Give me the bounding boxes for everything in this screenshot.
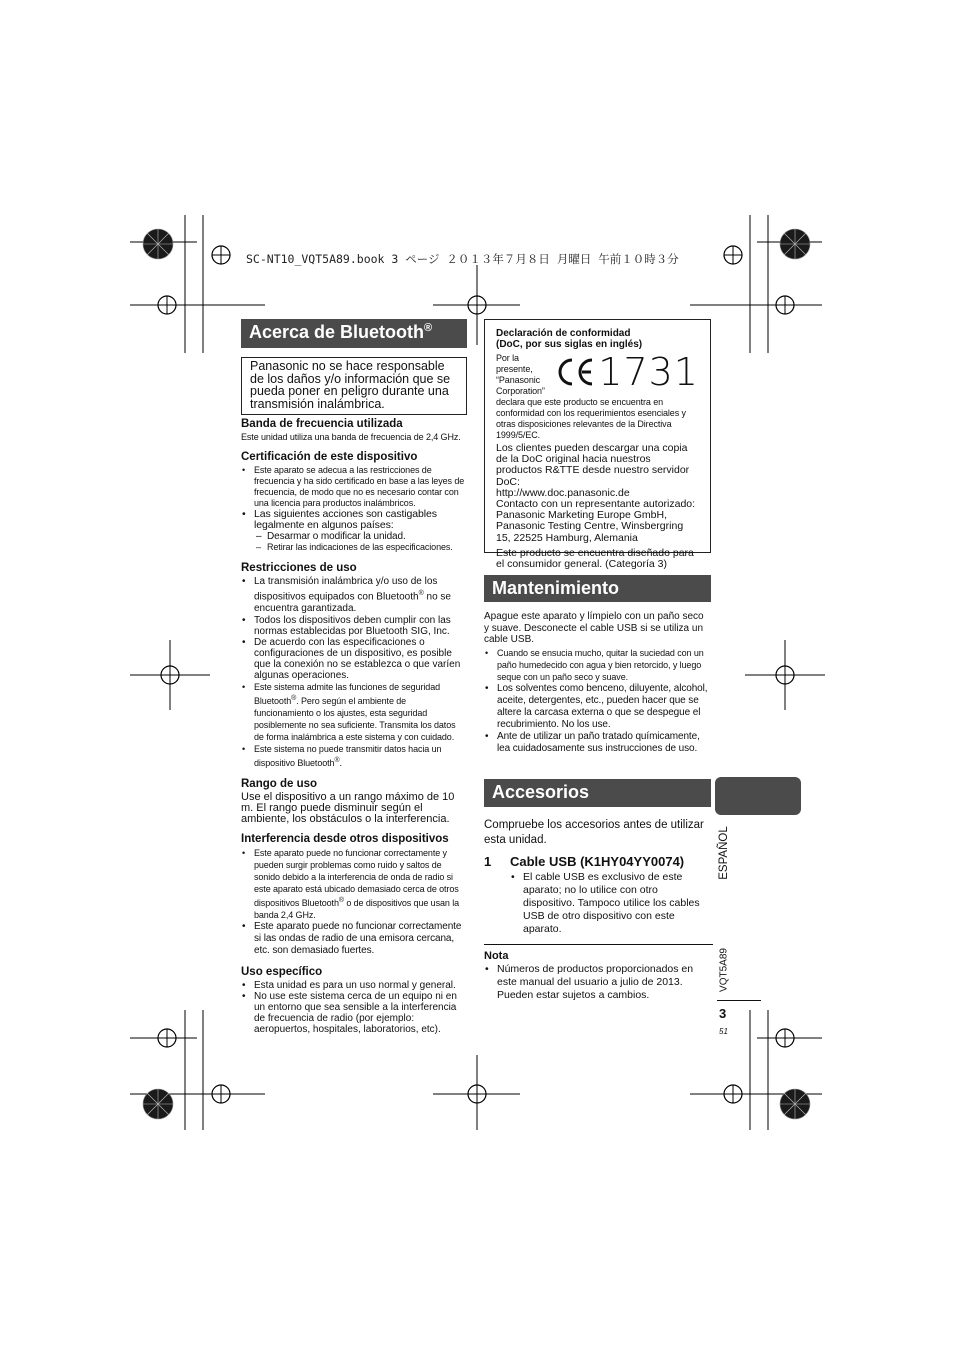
doc-ce-row	[496, 350, 699, 397]
ce-number: 1731	[598, 350, 699, 394]
maintenance-list	[484, 647, 711, 755]
page-number-small: 51	[719, 1027, 728, 1036]
list-item: • Este sistema no puede transmitir datos hacia un dispositivo Bluetooth®.	[241, 743, 467, 769]
doc-heading: Declaración de conformidad (DoC, por sus siglas en inglés)	[496, 328, 643, 350]
list-item: • Cuando se ensucia mucho, quitar la suciedad con un paño humedecido con agua y bien retorcido, y luego seque con un paño seco y suave.	[484, 647, 711, 683]
list-item: • La transmisión inalámbrica y/o uso de los dispositivos equipados con Bluetooth® no se encuentra garantizada.	[241, 576, 467, 615]
specific-use-heading: Uso específico	[241, 966, 323, 979]
list-item: • Este aparato puede no funcionar correctamente y pueden surgir problemas como ruido y saltos de sonido debido a la interferencia de onda de radio si este aparato está ubicado demasiado cerca de otros dispositivos Bluetooth® o de dispositivos que usan la banda 2,4 GHz.	[241, 847, 467, 921]
page-number: 3	[719, 1006, 727, 1021]
restrictions-heading: Restricciones de uso	[241, 562, 357, 574]
section-title-accessories: Accesorios	[484, 779, 711, 807]
range-heading: Rango de uso	[241, 778, 318, 791]
accessory-list	[510, 871, 711, 936]
list-item: • Los solventes como benceno, diluyente, alcohol, aceite, detergentes, etc., pueden hacer que se altere la carcasa externa o que se despegue el recubrimiento. No los use.	[484, 683, 711, 731]
freq-heading: Banda de frecuencia utilizada	[241, 418, 403, 430]
doc-code-wrap	[713, 946, 735, 994]
page-divider	[717, 1000, 761, 1001]
doc-text-3: Este producto se encuentra diseñado para el consumidor general. (Categoría 3)	[496, 546, 694, 571]
note-section	[484, 950, 711, 1002]
language-label: ESPAÑOL	[718, 826, 730, 880]
maintenance-text: Apague este aparato y límpielo con un paño seco y suave. Desconecte el cable USB si se utiliza un cable USB.	[484, 611, 704, 645]
interference-heading: Interferencia desde otros dispositivos	[241, 833, 449, 846]
disclaimer-box: Panasonic no se hace responsable de los daños y/o información que se pueda poner en peligro durante una transmisión inalámbrica.	[241, 357, 467, 415]
cert-heading: Certificación de este dispositivo	[241, 451, 418, 463]
list-item: – Desarmar o modificar la unidad.	[254, 531, 467, 542]
left-column	[241, 319, 467, 1035]
specific-use-list	[241, 980, 467, 1035]
accessories-section	[484, 779, 711, 936]
freq-text: Este unidad utiliza una banda de frecuencia de 2,4 GHz.	[241, 432, 461, 442]
range-text: Use el dispositivo a un rango máximo de 10 m. El rango puede disminuir según el ambiente, los obstáculos o la interferencia.	[241, 791, 455, 826]
note-heading: Nota	[484, 950, 509, 962]
restrictions-list	[241, 576, 467, 769]
accessories-intro: Compruebe los accesorios antes de utilizar esta unidad.	[484, 819, 704, 846]
maintenance-section	[484, 575, 711, 755]
list-item: • Este sistema admite las funciones de seguridad Bluetooth®. Pero según el ambiente de funcionamiento o los ajustes, esta seguridad posiblemente no sea suficiente. Transmita los datos de forma inalámbrica a este sistema y con cuidado.	[241, 681, 467, 743]
accessory-item: 1 Cable USB (K1HY04YY0074)	[484, 854, 685, 869]
cert-sublist	[254, 531, 467, 553]
list-item: • Este aparato puede no funcionar correctamente si las ondas de radio de una emisora cercana, etc. son demasiado fuertes.	[241, 921, 467, 957]
list-item: • Ante de utilizar un paño tratado químicamente, lea cuidadosamente sus instrucciones de uso.	[484, 731, 711, 755]
doc-text-1: declara que este producto se encuentra en conformidad con los requerimientos esenciales y otras disposiciones relevantes de la Directiva 1999/5/EC.	[496, 397, 686, 440]
language-tab	[715, 777, 801, 815]
list-item: • Las siguientes acciones son castigables legalmente en algunos países:	[241, 509, 467, 531]
doc-by: Por la presente, “Panasonic Corporation”	[496, 353, 545, 396]
list-item: – Retirar las indicaciones de las especificaciones.	[254, 542, 467, 553]
list-item: • Números de productos proporcionados en este manual del usuario a julio de 2013. Pueden estar sujetos a cambios.	[484, 963, 711, 1002]
list-item: • Todos los dispositivos deben cumplir con las normas establecidas por Bluetooth SIG, Inc.	[241, 615, 467, 637]
doc-box	[484, 319, 711, 571]
language-label-wrap	[713, 822, 735, 884]
list-item: • Esta unidad es para un uso normal y general.	[241, 980, 467, 991]
list-item: • El cable USB es exclusivo de este aparato; no lo utilice con otro dispositivo. Tampoco utilice los cables USB de otro dispositivo con este aparato.	[510, 871, 711, 936]
doc-text-2: Los clientes pueden descargar una copia de la DoC original hacia nuestros productos R&TTE desde nuestro servidor DoC: http://www.doc.panasonic.de Contacto con un representante autorizado: Panasonic Marketing Europe GmbH, Panasonic Testing Centre, Winsbergring 15, 22525 Hamburg, Alemania	[496, 442, 696, 544]
note-list	[484, 963, 711, 1002]
cert-list	[241, 465, 467, 531]
ce-mark	[554, 350, 699, 394]
ce-logo-icon	[554, 356, 596, 388]
list-item: • No use este sistema cerca de un equipo ni en un entorno que sea sensible a la interferencia de frecuencia de radio (por ejemplo: aeropuertos, hospitales, laboratorios, etc).	[241, 991, 467, 1035]
list-item: • De acuerdo con las especificaciones o configuraciones de un dispositivo, es posible que la conexión no se establezca o que varíen algunas operaciones.	[241, 637, 467, 681]
note-divider	[484, 944, 713, 945]
list-item: • Este aparato se adecua a las restricciones de frecuencia y ha sido certificado en base a las leyes de frecuencia, de modo que no es necesario contar con una licencia para productos inalámbricos.	[241, 465, 467, 509]
doc-code: VQT5A89	[718, 948, 730, 992]
interference-list	[241, 847, 467, 957]
print-header: SC-NT10_VQT5A89.book 3 ページ ２０１３年７月８日 月曜日 午前１０時３分	[246, 252, 679, 266]
section-title-maintenance: Mantenimiento	[484, 575, 711, 602]
section-title-bluetooth: Acerca de Bluetooth®	[241, 319, 467, 348]
